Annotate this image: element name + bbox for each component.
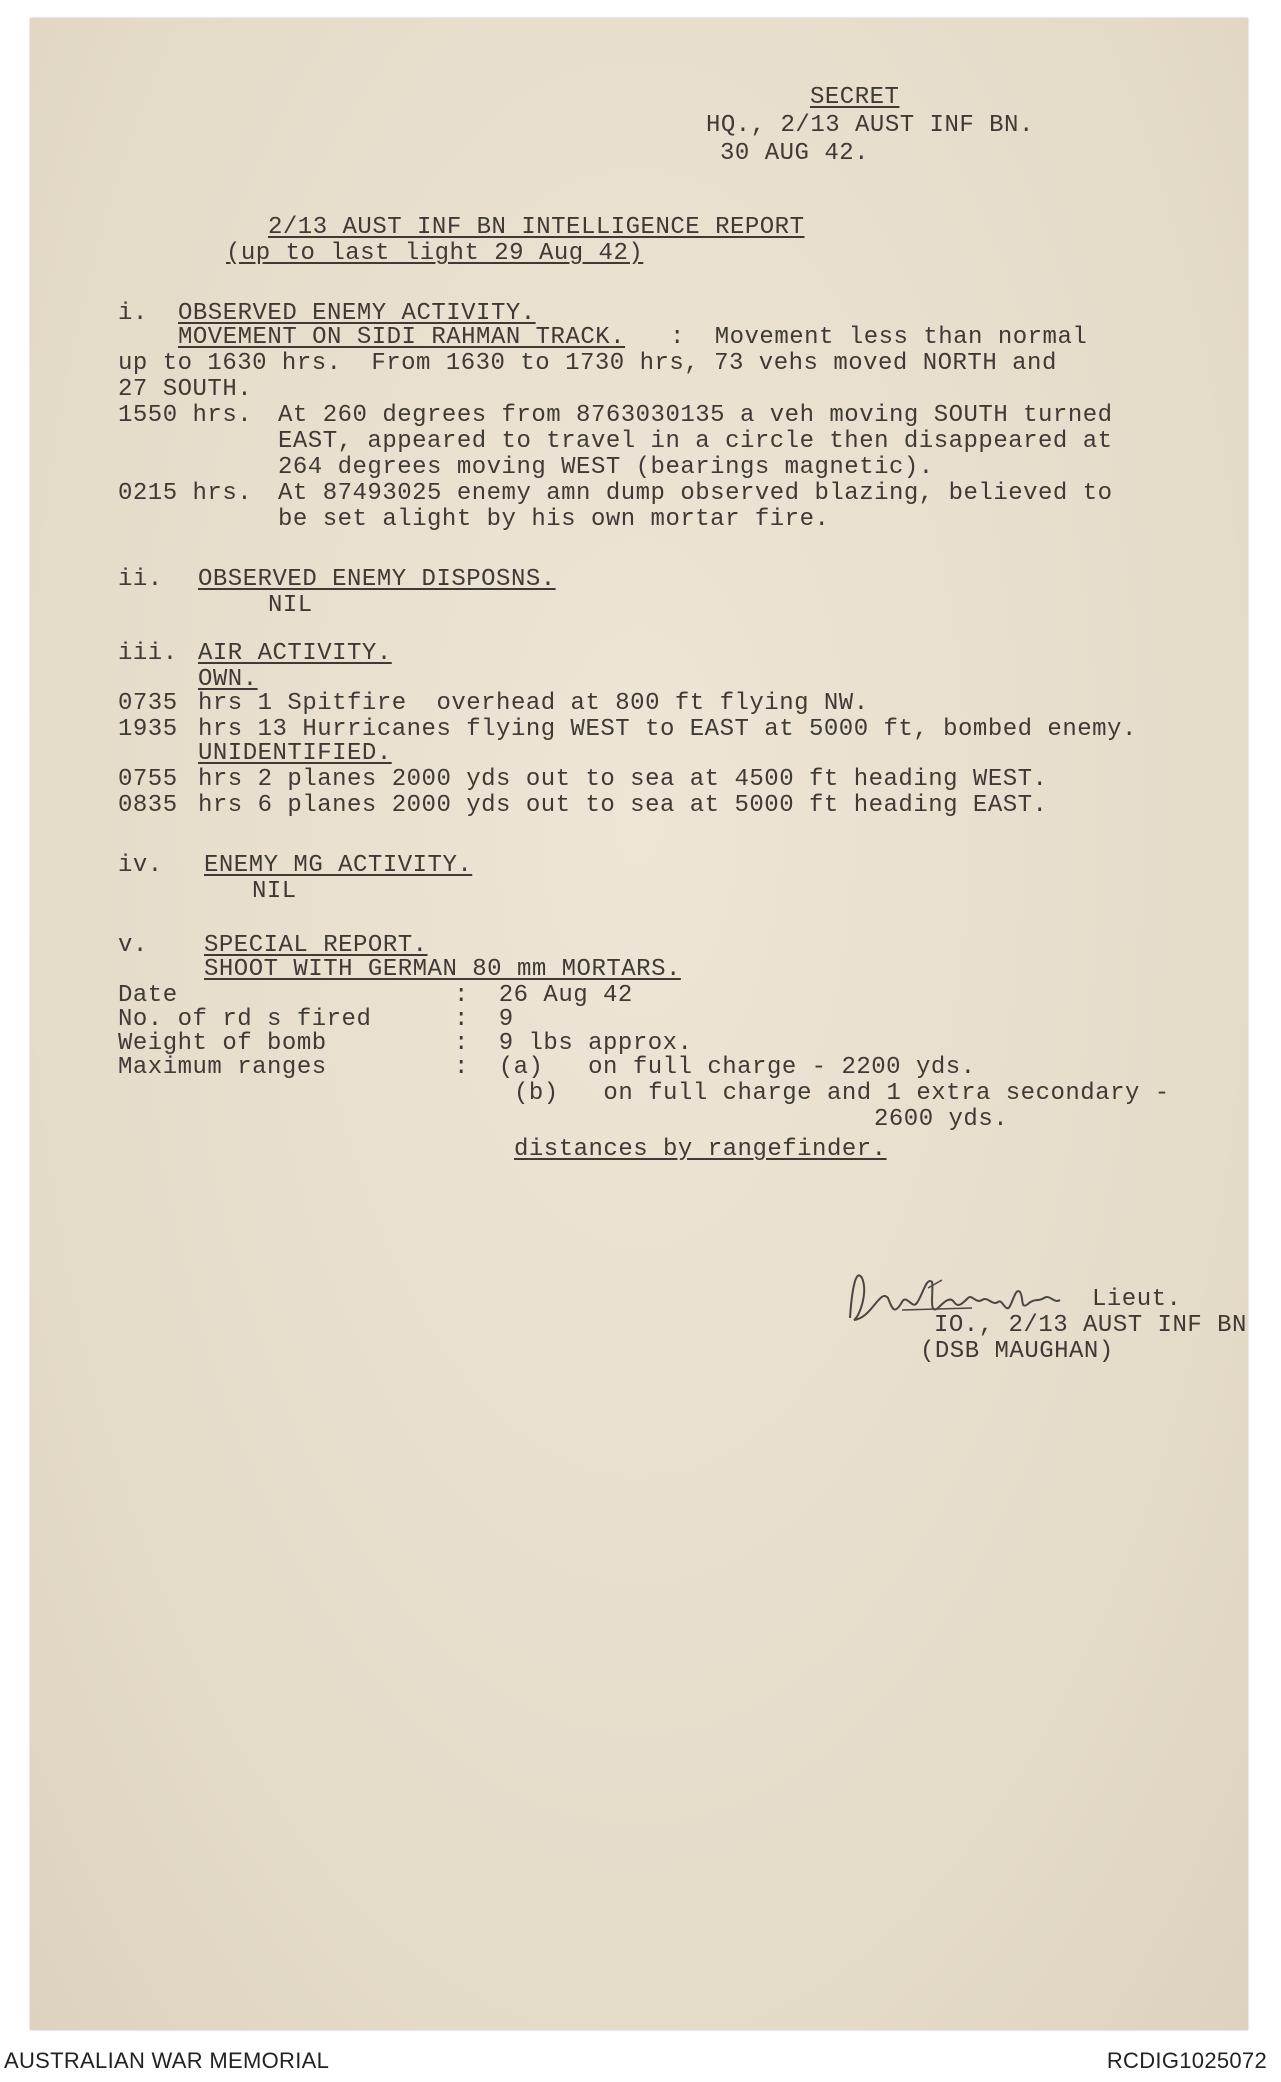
report-date: 30 AUG 42. <box>720 140 870 167</box>
section-2-heading: OBSERVED ENEMY DISPOSNS. <box>198 566 556 593</box>
signature-rank: Lieut. <box>1092 1286 1182 1313</box>
document-page <box>30 18 1248 2030</box>
row-rounds-label: No. of rd s fired <box>118 1006 372 1033</box>
entry-1-line1: At 260 degrees from 8763030135 a veh moving SOUTH turned <box>278 402 1113 429</box>
signature-role: IO., 2/13 AUST INF BN <box>934 1312 1247 1339</box>
section-1-line2: up to 1630 hrs. From 1630 to 1730 hrs, 73 vehs moved NORTH and <box>118 350 1057 377</box>
section-2-number: ii. <box>118 566 163 593</box>
range-b-line1: (b) on full charge and 1 extra secondary - <box>514 1080 1170 1107</box>
row-date-label: Date <box>118 982 178 1009</box>
entry-2-line2: be set alight by his own mortar fire. <box>278 506 830 533</box>
row-weight-label: Weight of bomb <box>118 1030 327 1057</box>
unid-1-text: hrs 2 planes 2000 yds out to sea at 4500 ft heading WEST. <box>198 766 1048 793</box>
section-1-number: i. <box>118 300 148 327</box>
section-2-value: NIL <box>268 592 313 619</box>
unid-2-text: hrs 6 planes 2000 yds out to sea at 5000 ft heading EAST. <box>198 792 1048 819</box>
section-5-heading: SPECIAL REPORT. <box>204 932 428 959</box>
entry-1-time: 1550 hrs. <box>118 402 253 429</box>
entry-2-time: 0215 hrs. <box>118 480 253 507</box>
own-heading: OWN. <box>198 666 258 693</box>
section-4-heading: ENEMY MG ACTIVITY. <box>204 852 473 879</box>
report-period: (up to last light 29 Aug 42) <box>226 240 644 267</box>
own-1-text: hrs 1 Spitfire overhead at 800 ft flying NW. <box>198 690 869 717</box>
report-title: 2/13 AUST INF BN INTELLIGENCE REPORT <box>268 214 805 241</box>
section-1-line3: 27 SOUTH. <box>118 376 253 403</box>
section-1-heading: OBSERVED ENEMY ACTIVITY. <box>178 300 536 327</box>
own-1-time: 0735 <box>118 690 178 717</box>
section-3-number: iii. <box>118 640 178 667</box>
row-range-label: Maximum ranges <box>118 1054 327 1081</box>
section-1-line1-tail: : Movement less than normal <box>670 324 1088 351</box>
section-3-heading: AIR ACTIVITY. <box>198 640 392 667</box>
section-1-subheading: MOVEMENT ON SIDI RAHMAN TRACK. <box>178 324 626 351</box>
entry-1-line2: EAST, appeared to travel in a circle then disappeared at <box>278 428 1113 455</box>
unid-1-time: 0755 <box>118 766 178 793</box>
range-b-line2: 2600 yds. <box>874 1106 1009 1133</box>
entry-2-line1: At 87493025 enemy amn dump observed blazing, believed to <box>278 480 1113 507</box>
row-weight-value: : 9 lbs approx. <box>454 1030 693 1057</box>
own-2-text: hrs 13 Hurricanes flying WEST to EAST at 5000 ft, bombed enemy. <box>198 716 1137 743</box>
row-date-value: : 26 Aug 42 <box>454 982 633 1009</box>
row-range-value: : (a) on full charge - 2200 yds. <box>454 1054 976 1081</box>
entry-1-line3: 264 degrees moving WEST (bearings magnetic). <box>278 454 934 481</box>
own-2-time: 1935 <box>118 716 178 743</box>
section-5-subheading: SHOOT WITH GERMAN 80 mm MORTARS. <box>204 956 681 983</box>
section-5-number: v. <box>118 932 148 959</box>
signature-name: (DSB MAUGHAN) <box>920 1338 1114 1365</box>
footer-left: AUSTRALIAN WAR MEMORIAL <box>4 2048 330 2073</box>
unid-2-time: 0835 <box>118 792 178 819</box>
row-rounds-value: : 9 <box>454 1006 514 1033</box>
section-4-value: NIL <box>252 878 297 905</box>
range-note: distances by rangefinder. <box>514 1136 887 1163</box>
hq-line: HQ., 2/13 AUST INF BN. <box>706 112 1034 139</box>
unidentified-heading: UNIDENTIFIED. <box>198 740 392 767</box>
section-4-number: iv. <box>118 852 163 879</box>
classification-label: SECRET <box>810 84 900 111</box>
footer-right: RCDIG1025072 <box>1106 2048 1267 2073</box>
